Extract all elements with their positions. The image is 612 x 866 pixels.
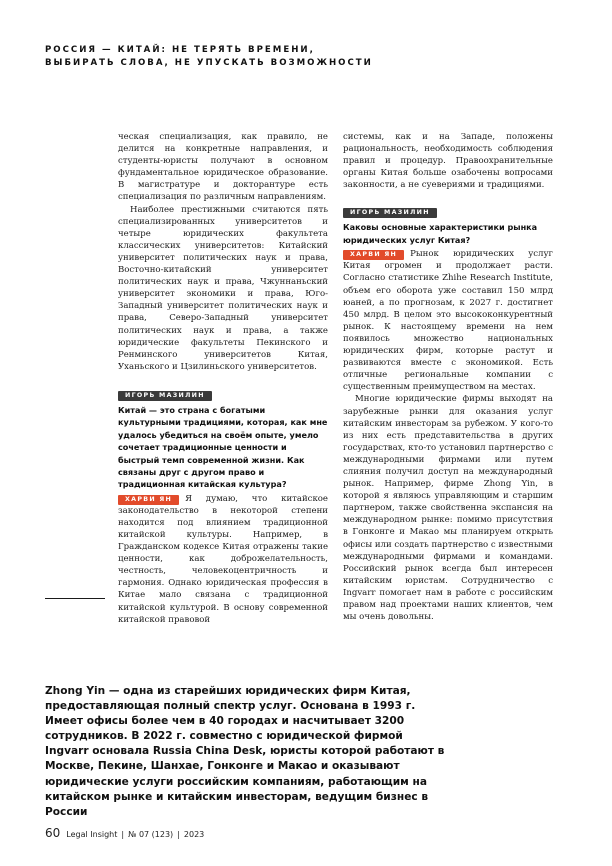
paragraph: ческая специализация, как правило, не делится на конкретные направления, и студенты-юристы получают в основном фундаментальное юридическое образование. В магистратуре и докторантуре есть специализация по различным направлениям. [118,132,328,203]
interviewer-tag: ИГОРЬ МАЗИЛИН [343,208,437,218]
page-footer [45,826,204,840]
header-line-2: ВЫБИРАТЬ СЛОВА, НЕ УПУСКАТЬ ВОЗМОЖНОСТИ [45,58,373,68]
answer-text: Рынок юридических услуг Китая огромен и продолжает расти. Согласно статистике Zhihe Research Institute, объем его оборота уже составил 150 млрд юаней, а по прогнозам, к 2027 г. достигнет 450 млрд. В целом это высококонкурентный рынок. К настоящему времени на нем появилось множество национальных юридических фирм, которые растут и развиваются вместе с экономикой. Есть отличные региональные компании с существенным преимуществом на местах. [343,249,553,393]
magazine-name: Legal Insight [66,830,118,839]
answer-text: Я думаю, что китайское законодательство в некоторой степени находится под влиянием традиционной китайской культуры. Например, в Гражданском кодексе Китая отражены такие ценности, как доброжелательность, честность, человекоцентричность и гармония. Однако юридическая профессия в Китае мало связана с традиционной китайской культурой. В основу современной китайской правовой [118,493,328,625]
issue-year: 2023 [183,830,205,839]
question: Китай — это страна с богатыми культурными традициями, которая, как мне удалось убедиться на своём опыте, умело сочетает традиционные ценности и быстрый темп современной жизни. Как связаны друг с другом право и традиционная китайская культура? [118,404,328,490]
paragraph: Многие юридические фирмы выходят на зарубежные рынки для оказания услуг китайским инвесторам за рубежом. У кого-то из них есть представительства в других государствах, кто-то установил партнерство с международными фирмами или путем слияния получил доступ на международный рынок. Например, фирме Zhong Yin, в которой я являюсь управляющим и старшим партнером, также свойственна экспансия на международном рынке: помимо присутствия в Гонконге и Макао мы планируем открыть офисы или создать партнерство с известными международными фирмами и командами. Российский рынок всегда был интересен китайским юристам. Сотрудничество с Ingvarr помогает нам в работе с российским правом над проектами наших клиентов, чем мы очень довольны. [343,394,553,623]
respondent-tag: ХАРВИ ЯН [118,495,179,505]
page-number: 60 [45,826,61,840]
company-bio: Zhong Yin — одна из старейших юридических фирм Китая, предоставляющая полный спектр услуг. Основана в 1993 г. Имеет офисы более чем в 40 городах и насчитывает 3200 сотрудников. В 2022 г. совместно с юридической фирмой Ingvarr основала Russia China Desk, юристы которой работают в Москве, Пекине, Шанхае, Гонконге и Макао и оказывают юридические услуги российским компаниям, работающим на китайском рынке и китайским инвесторам, ведущим бизнес в России [45,685,445,818]
article-header [45,44,375,70]
header-line-1: РОССИЯ — КИТАЙ: НЕ ТЕРЯТЬ ВРЕМЕНИ, [45,45,315,55]
right-column [343,131,553,623]
footer-separator: | [177,830,180,839]
interviewer-tag: ИГОРЬ МАЗИЛИН [118,391,212,401]
issue-number: № 07 (123) [128,830,174,839]
left-column [118,131,328,626]
paragraph: системы, как и на Западе, положены рациональность, необходимость соблюдения правил и процедур. Правоохранительные органы Китая больше озабочены вопросами законности, а не суевериями и традициями. [343,132,553,191]
respondent-tag: ХАРВИ ЯН [343,250,404,260]
divider-rule [45,598,105,599]
footer-separator: | [121,830,125,839]
paragraph: Наиболее престижными считаются пять специализированных университетов и четыре юридических факультета классических университетов: Китайский университет политических наук и права, Восточно-китайский университет политических наук и права, Чжуннаньский университет экономики и права, Юго-Западный университет политических наук и права, Северо-Западный университет политических наук и права, а также юридические факультеты Пекинского и Ренминского университетов Китая, Уханьского и Цзилиньского университетов. [118,204,328,372]
question: Каковы основные характеристики рынка юридических услуг Китая? [343,222,538,245]
